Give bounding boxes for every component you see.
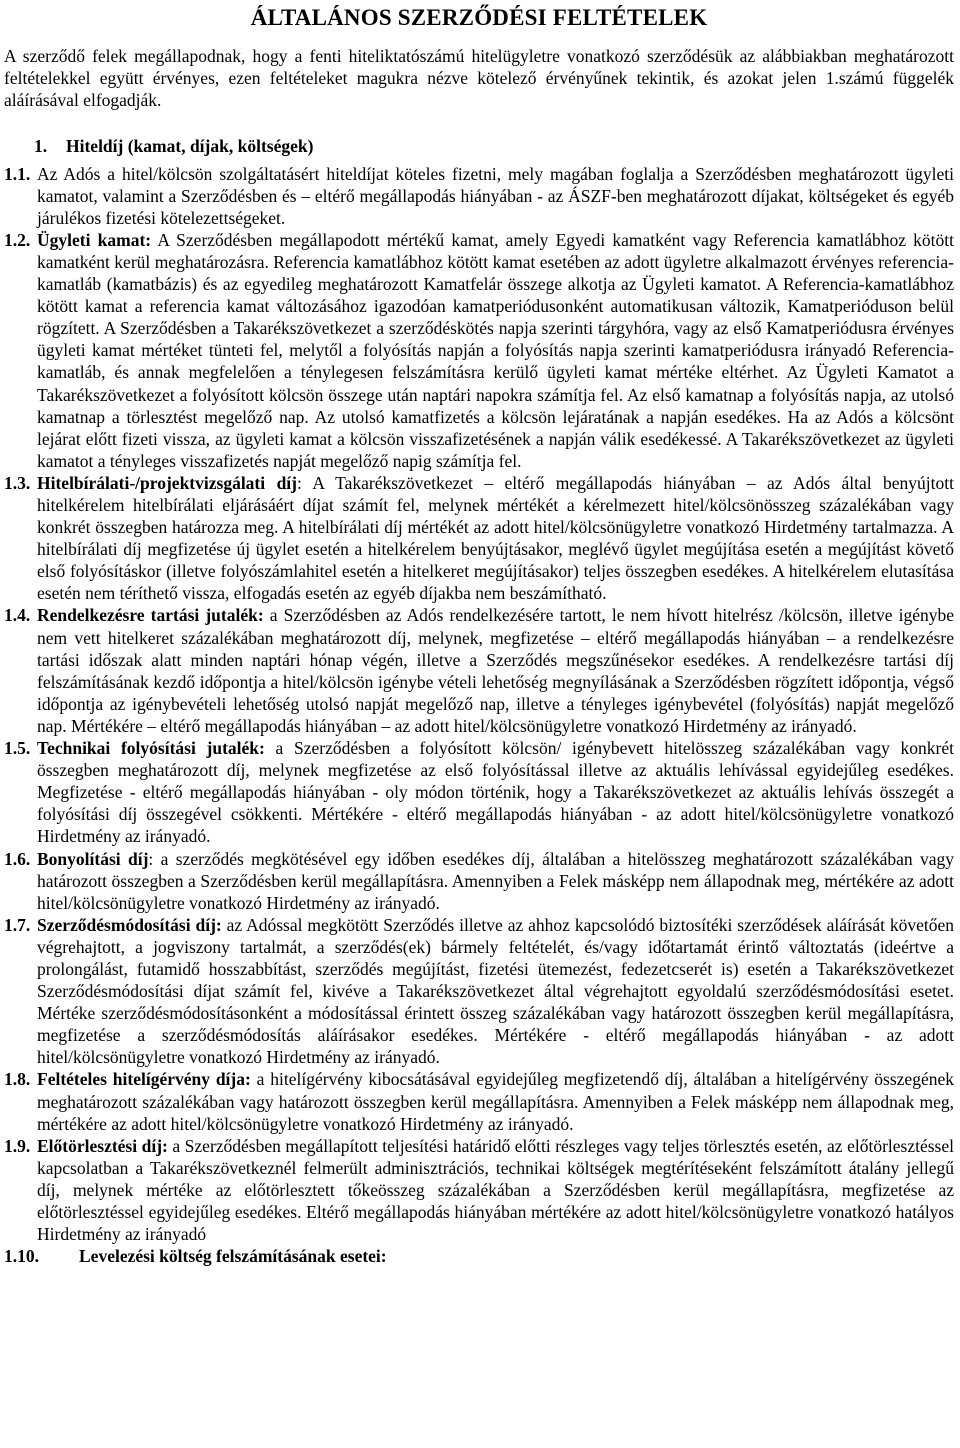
clause-body (37, 1068, 954, 1134)
clause-body (79, 1245, 954, 1267)
clause-1-7 (4, 914, 954, 1069)
clause-label: Levelezési költség felszámításának esetei: (79, 1246, 387, 1267)
clause-number: 1.7. (4, 914, 31, 935)
document-title: ÁLTALÁNOS SZERZŐDÉSI FELTÉTELEK (250, 5, 708, 30)
clause-text: a hitelígérvény kibocsátásával egyidejűleg megfizetendő díj, általában a hitelígérvény összegének meghatározott százalékában vagy határozott összegben kerül megállapításra. Amennyiben a Felek másképp nem állapodnak meg, mértékére az adott hitel/kölcsönügyletre vonatkozó Hirdetmény az irányadó. (37, 1069, 954, 1134)
clause-label: Előtörlesztési díj: (37, 1135, 168, 1156)
clause-1-2 (4, 229, 954, 472)
section-number: 1. (34, 135, 48, 156)
clause-1-3 (4, 472, 954, 605)
clause-number: 1.9. (4, 1135, 31, 1156)
section-heading (34, 135, 954, 157)
clause-1-9 (4, 1135, 954, 1245)
clause-label: Technikai folyósítási jutalék: (37, 738, 265, 759)
clause-body (37, 914, 954, 1069)
intro-paragraph: A szerződő felek megállapodnak, hogy a fenti hiteliktatószámú hitelügyletre vonatkozó szerződésük az alábbiakban meghatározott feltételekkel együtt érvényes, ezen feltételeket magukra nézve kötelező érvényűnek tekintik, és azokat jelen 1.számú függelék aláírásával elfogadják. (4, 46, 954, 111)
clause-text: az Adóssal megkötött Szerződés illetve az ahhoz kapcsolódó biztosítéki szerződések aláírását követően végrehajtott, a jogviszony tartalmát, a szerződés(ek) bármely feltételét, és/vagy időtartamát érintő változtatás (ideértve a prolongálást, futamidő hosszabbítást, szerződés megújítást, fizetési ütemezést, fedezetcserét is) esetén a Takarékszövetkezet Szerződésmódosítási díjat számít fel, kivéve a Takarékszövetkezet által végrehajtott egyoldalú szerződésmódosítási esetet. Mértéke szerződésmódosításonként a módosítással érintett összeg százalékában vagy határozott összegben kerül megállapításra, megfizetése a szerződésmódosítás aláírásakor esedékes. Mértékére - eltérő megállapodás hiányában - az adott hitel/kölcsönügyletre vonatkozó Hirdetmény az irányadó. (37, 914, 954, 1068)
clause-label: Rendelkezésre tartási jutalék: (37, 605, 264, 626)
clause-body (37, 848, 954, 914)
clause-body (37, 229, 954, 472)
clause-body (37, 737, 954, 847)
clause-body (37, 1135, 954, 1245)
clause-label: Feltételes hitelígérvény díja: (37, 1069, 251, 1090)
clause-number: 1.4. (4, 605, 31, 626)
clause-1-1 (4, 163, 954, 229)
clause-1-10 (4, 1245, 954, 1267)
clause-number: 1.5. (4, 738, 31, 759)
clause-text: A Szerződésben megállapodott mértékű kamat, amely Egyedi kamatként vagy Referencia kamatlábhoz kötött kamatként kerül meghatározásra. Referencia kamatlábhoz kötött kamat esetében az adott ügyletre alkalmazott érvényes referencia-kamatláb (kamatbázis) és az egyedileg meghatározott Kamatfelár összege alkotja az Ügyleti kamatot. A Referencia-kamatlábhoz kötött kamat a referencia kamat változásához igazodóan kamatperiódusonként automatikusan változik, Kamatperióduson belül rögzített. A Szerződésben a Takarékszövetkezet a szerződéskötés napja szerinti tárgyhóra, vagy az első Kamatperiódusra érvényes ügyleti kamat mértéket tünteti fel, melytől a folyósítás napján a folyósítás napja szerinti kamatperiódusra irányadó Referencia-kamatláb, és annak megfelelően a ténylegesen felszámításra kerülő ügyleti kamat mértéke eltérhet. Az Ügyleti Kamatot a Takarékszövetkezet a folyósított kölcsön összege után naptári napokra számítja fel. Az első kamatnap a folyósítás napja, az utolsó kamatnap a törlesztést megelőző nap. Az utolsó kamatfizetés a kölcsön lejáratának a napján esedékes. Ha az Adós a kölcsönt lejárat előtt fizeti vissza, az ügyleti kamat a kölcsön visszafizetésének a napján válik esedékessé. A Takarékszövetkezet az ügyleti kamatot a tényleges visszafizetés napját megelőző napig számítja fel. (37, 229, 954, 471)
clause-number: 1.2. (4, 229, 31, 250)
clause-number: 1.10. (4, 1246, 39, 1267)
clause-body (37, 163, 954, 229)
clause-label: Hitelbírálati-/projektvizsgálati díj (37, 472, 297, 493)
clause-text: : a szerződés megkötésével egy időben esedékes díj, általában a hitelösszeg meghatározott százalékában vagy határozott összegben a Szerződésben kerül megállapításra. Amennyiben a Felek másképp nem állapodnak meg, mértékére az adott hitel/kölcsönügyletre vonatkozó Hirdetmény az irányadó. (37, 848, 954, 913)
clause-text: : A Takarékszövetkezet – eltérő megállapodás hiányában – az Adós által benyújtott hitelkérelem hitelbírálati eljárásáért díjat számít fel, melynek mértékét a kérelmezett hitel/kölcsönösszeg százalékában vagy konkrét összegben határozza meg. A hitelbírálati díj mértékét az adott hitel/kölcsönügyletre vonatkozó Hirdetmény tartalmazza. A hitelbírálati díj megfizetése új ügylet esetén a hitelkérelem benyújtásakor, meglévő ügylet megújítása esetén a megújítást követő első folyósításkor (illetve folyószámlahitel esetén a hitelkeret megújításakor) teljes összegben esedékes. A hitelkérelem elutasítása esetén nem téríthető vissza, elfogadás esetén az egyéb díjakba nem beszámítható. (37, 472, 954, 604)
clause-1-5 (4, 737, 954, 847)
section-title: Hiteldíj (kamat, díjak, költségek) (66, 135, 314, 156)
clause-number: 1.1. (4, 163, 31, 184)
clause-text: a Szerződésben megállapított teljesítési határidő előtti részleges vagy teljes törlesztés esetén, az előtörlesztéssel kapcsolatban a Takarékszövetkeznél felmerült adminisztrációs, technikai költségek megtérítéseként felszámított átalány jellegű díj, melynek mértéke az előtörlesztett tőkeösszeg százalékában a Szerződésben kerül megállapításra, megfizetése az előtörlesztéssel egyidejűleg esedékes. Eltérő megállapodás hiányában mértékére az adott hitel/kölcsönügyletre vonatkozó hatályos Hirdetmény az irányadó (37, 1135, 954, 1245)
clause-1-4 (4, 604, 954, 737)
clause-text: a Szerződésben az Adós rendelkezésére tartott, le nem hívott hitelrész /kölcsön, illetve igénybe nem vett hitelkeret százalékában meghatározott díj, melynek, megfizetése – eltérő megállapodás hiányában – a rendelkezésre tartási időszak alatt minden naptári hónap végén, illetve a Szerződés megszűnésekor esedékes. A rendelkezésre tartási díj felszámításának kezdő időpontja a hitel/kölcsön igénybe vételi lehetőség megnyílásának a Szerződésben rögzített időpontja, végső időpontja az igénybevételi lehetőség utolsó napját megelőző nap, illetve a tényleges igénybevétel (folyósítás) napját megelőző nap. Mértékére – eltérő megállapodás hiányában – az adott hitel/kölcsönügyletre vonatkozó Hirdetmény az irányadó. (37, 605, 954, 736)
clause-text: a Szerződésben a folyósított kölcsön/ igénybevett hitelösszeg százalékában vagy konkrét összegben meghatározott díj, melynek megfizetése az első folyósítással illetve az aktuális lehívással egyidejűleg esedékes. Megfizetése - eltérő megállapodás hiányában - oly módon történik, hogy a Takarékszövetkezet az aktuális lehívás összegét a folyósítási díj összegével csökkenti. Mértékére - eltérő megállapodás hiányában - az adott hitel/kölcsönügyletre vonatkozó Hirdetmény az irányadó. (37, 738, 954, 847)
clause-number: 1.8. (4, 1069, 31, 1090)
clause-label: Ügyleti kamat: (37, 229, 152, 250)
clause-number: 1.3. (4, 472, 31, 493)
clause-label: Szerződésmódosítási díj: (37, 914, 222, 935)
clause-1-8 (4, 1068, 954, 1134)
clause-number: 1.6. (4, 848, 31, 869)
clause-label: Bonyolítási díj (37, 848, 149, 869)
clause-list (4, 163, 954, 1268)
clause-body (37, 604, 954, 737)
clause-text: Az Adós a hitel/kölcsön szolgáltatásért hiteldíjat köteles fizetni, mely magában foglalja a Szerződésben meghatározott ügyleti kamatot, valamint a Szerződésben és – eltérő megállapodás hiányában - az ÁSZF-ben meghatározott díjakat, költségeket és egyéb járulékos fizetési kötelezettségeket. (37, 163, 954, 228)
clause-1-6 (4, 848, 954, 914)
clause-body (37, 472, 954, 605)
